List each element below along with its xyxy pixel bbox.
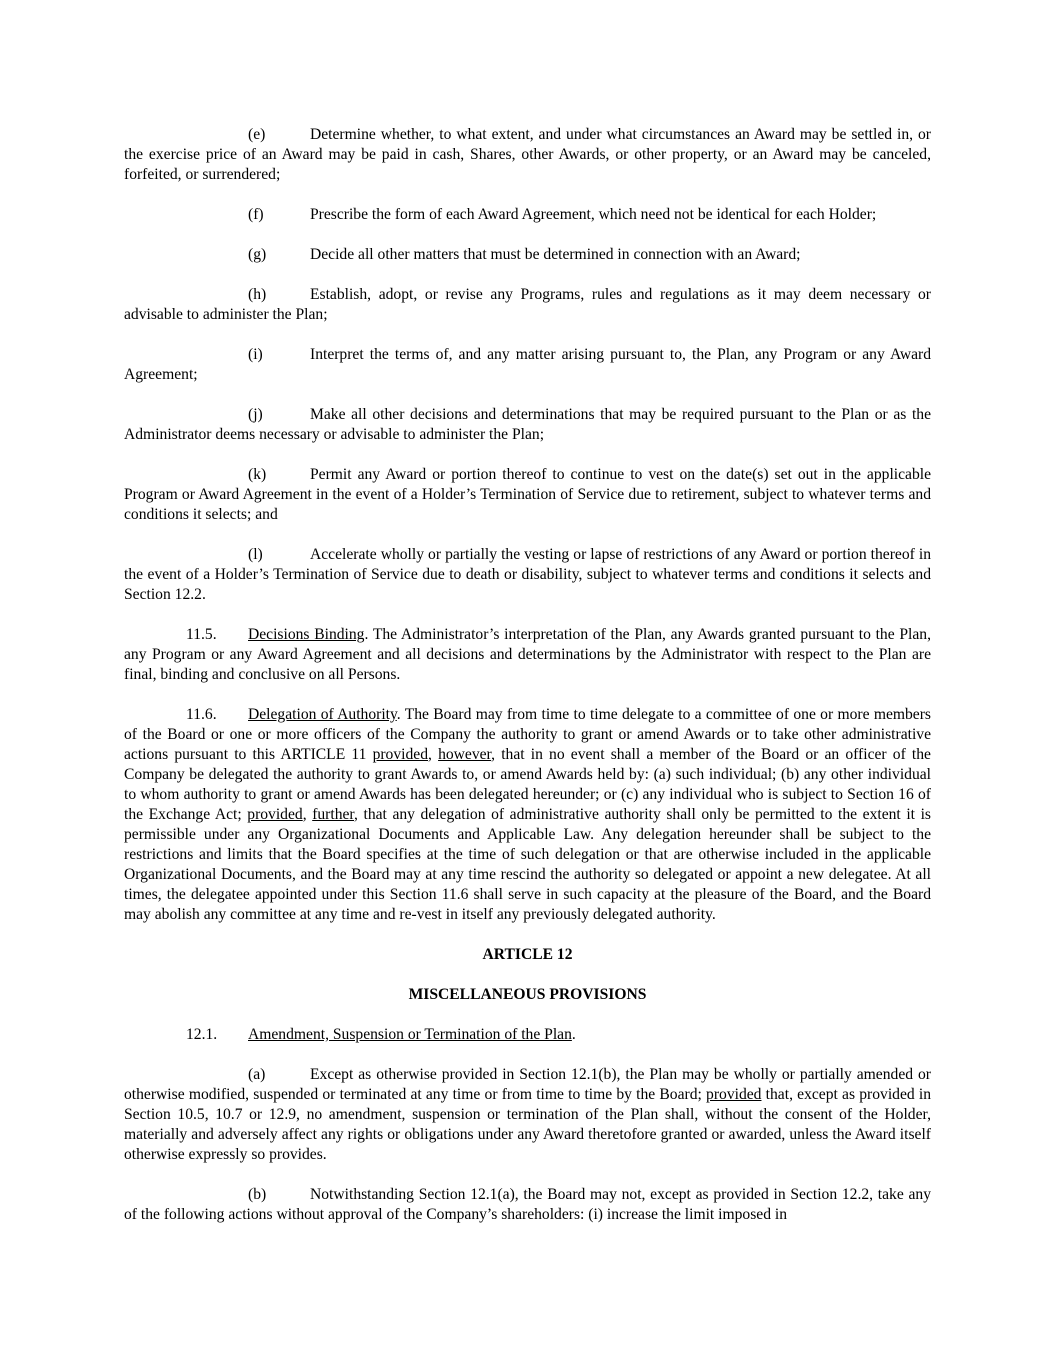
item-text: Accelerate wholly or partially the vesting or lapse of restrictions of any Award or portion thereof in the event of a Holder’s Termination of Service due to death or disability, subject to whatever terms and conditions it selects and Section 12.2.: [124, 546, 931, 603]
item-text: Prescribe the form of each Award Agreement, which need not be identical for each Holder;: [310, 206, 877, 223]
item-text: Decide all other matters that must be determined in connection with an Award;: [310, 246, 801, 263]
item-number: (h): [248, 286, 267, 303]
section-text: , that in no event shall a member of the Board or an officer of the Company be delegated the authority to grant Awards to, or amend Awards held by: (a) such individual; (b) any other individual to whom authority to grant or amend Awards has been delegated hereunder; or (c) any individual who is subject to Section 16 of the Exchange Act;: [124, 746, 931, 823]
item-text: Permit any Award or portion thereof to continue to vest on the date(s) set out in the applicable Program or Award Agreement in the event of a Holder’s Termination of Service due to retirement, subject to whatever terms and conditions it selects; and: [124, 466, 931, 523]
paragraph-12-1-b: [124, 1185, 931, 1225]
section-number: 12.1.: [186, 1026, 218, 1043]
section-text: .: [571, 1026, 576, 1043]
item-number: (f): [248, 206, 264, 223]
paragraph-g: [124, 245, 931, 265]
paragraph-l: [124, 545, 931, 605]
section-title: Amendment, Suspension or Termination of the Plan: [248, 1026, 572, 1043]
paragraph-e: [124, 125, 931, 185]
underlined-term: however: [438, 746, 492, 763]
section-text: . The Board may from time to time delegate to a committee of one or more members of the Board or one or more officers of the Company the authority to grant or amend Awards or to take other administrative actions pursuant to this ARTICLE 11: [124, 706, 931, 763]
article-heading: ARTICLE 12: [482, 946, 573, 963]
underlined-term: provided: [372, 746, 428, 763]
section-text: . The Administrator’s interpretation of the Plan, any Awards granted pursuant to the Plan, any Program or any Award Agreement and all decisions and determinations by the Administrator with respect to the Plan are final, binding and conclusive on all Persons.: [124, 626, 931, 683]
section-title: Delegation of Authority: [248, 706, 397, 723]
underlined-term: provided: [247, 806, 303, 823]
item-number: (i): [248, 346, 263, 363]
section-11-5: [124, 625, 931, 685]
paragraph-f: [124, 205, 931, 225]
item-text: Notwithstanding Section 12.1(a), the Board may not, except as provided in Section 12.2, take any of the following actions without approval of the Company’s shareholders: (i) increase the limit imposed in: [124, 1186, 931, 1223]
paragraph-12-1-a: [124, 1065, 931, 1165]
item-number: (b): [248, 1186, 267, 1203]
item-number: (a): [248, 1066, 266, 1083]
item-text: Interpret the terms of, and any matter arising pursuant to, the Plan, any Program or any Award Agreement;: [124, 346, 931, 383]
paragraph-j: [124, 405, 931, 445]
paragraph-h: [124, 285, 931, 325]
underlined-term: provided: [706, 1086, 762, 1103]
paragraph-i: [124, 345, 931, 385]
article-title: MISCELLANEOUS PROVISIONS: [408, 986, 647, 1003]
section-number: 11.6.: [186, 706, 217, 723]
item-number: (e): [248, 126, 266, 143]
item-number: (l): [248, 546, 263, 563]
section-title: Decisions Binding: [248, 626, 365, 643]
section-text: ,: [302, 806, 313, 823]
item-number: (g): [248, 246, 267, 263]
section-12-1: [124, 1025, 931, 1045]
item-text: Establish, adopt, or revise any Programs, rules and regulations as it may deem necessary or advisable to administer the Plan;: [124, 286, 931, 323]
document-page: [124, 125, 931, 1245]
item-number: (k): [248, 466, 267, 483]
item-text: Except as otherwise provided in Section 12.1(b), the Plan may be wholly or partially amended or otherwise modified, suspended or terminated at any time or from time to time by the Board;: [124, 1066, 931, 1103]
item-number: (j): [248, 406, 263, 423]
paragraph-k: [124, 465, 931, 525]
section-number: 11.5.: [186, 626, 217, 643]
item-text: Make all other decisions and determinations that may be required pursuant to the Plan or as the Administrator deems necessary or advisable to administer the Plan;: [124, 406, 931, 443]
underlined-term: further: [312, 806, 354, 823]
section-text: , that any delegation of administrative authority shall only be permitted to the extent it is permissible under any Organizational Documents and Applicable Law. Any delegation hereunder shall be subject to the restrictions and limits that the Board specifies at the time of such delegation or that are otherwise included in the applicable Organizational Documents, and the Board may at any time rescind the authority so delegated or appoint a new delegatee. At all times, the delegatee appointed under this Section 11.6 shall serve in such capacity at the pleasure of the Board, and the Board may abolish any committee at any time and re-vest in itself any previously delegated authority.: [124, 806, 931, 923]
section-11-6: [124, 705, 931, 925]
section-text: ,: [428, 746, 439, 763]
item-text: Determine whether, to what extent, and under what circumstances an Award may be settled in, or the exercise price of an Award may be paid in cash, Shares, other Awards, or other property, or an Award may be canceled, forfeited, or surrendered;: [124, 126, 931, 183]
item-text: that, except as provided in Section 10.5, 10.7 or 12.9, no amendment, suspension or termination of the Plan shall, without the consent of the Holder, materially and adversely affect any rights or obligations under any Award theretofore granted or awarded, unless the Award itself otherwise expressly so provides.: [124, 1086, 931, 1163]
